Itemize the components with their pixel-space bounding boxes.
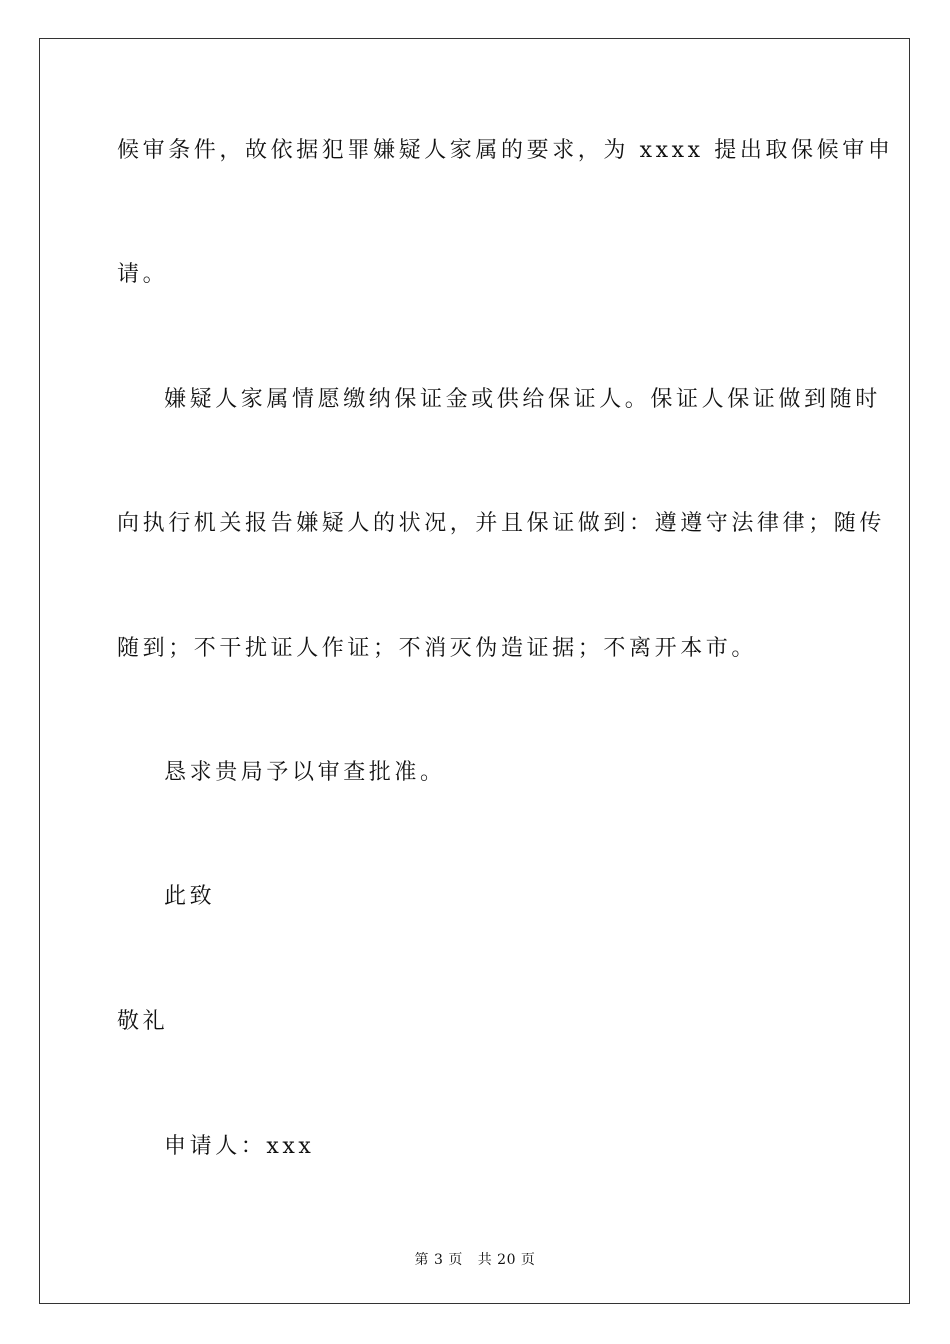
- page-number: 第 3 页: [414, 1252, 463, 1268]
- body-line-5: 随到；不干扰证人作证；不消灭伪造证据；不离开本市。: [117, 636, 758, 661]
- body-line-3: 嫌疑人家属情愿缴纳保证金或供给保证人。保证人保证做到随时: [164, 387, 881, 412]
- salutation-line: 此致: [164, 884, 216, 909]
- page-footer: [0, 1249, 950, 1269]
- body-line-1: 候审条件，故依据犯罪嫌疑人家属的要求，为 xxxx 提出取保候审申: [117, 138, 894, 163]
- closing-line: 敬礼: [117, 1009, 169, 1034]
- body-line-4: 向执行机关报告嫌疑人的状况，并且保证做到：遵遵守法律律；随传: [117, 511, 886, 536]
- request-line: 恳求贵局予以审查批准。: [164, 760, 446, 785]
- page-frame: [39, 38, 910, 1304]
- applicant-line: 申请人：xxx: [164, 1134, 315, 1159]
- body-line-2: 请。: [117, 262, 169, 287]
- page-total: 共 20 页: [477, 1252, 536, 1268]
